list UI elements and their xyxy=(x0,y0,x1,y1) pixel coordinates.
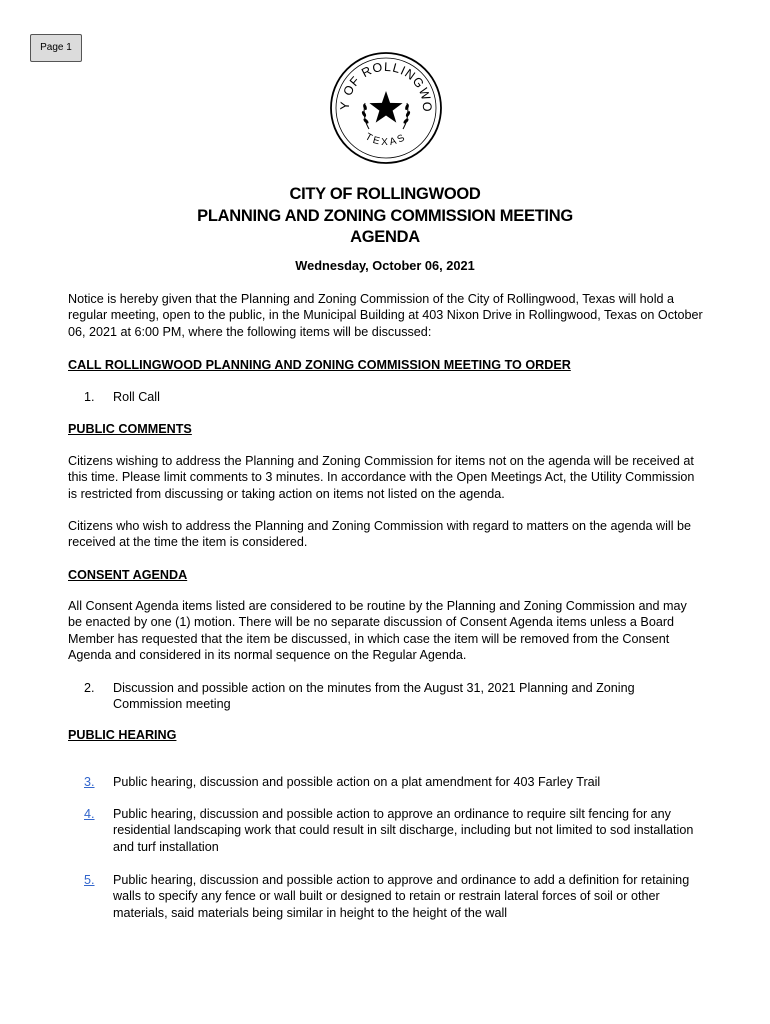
public-comments-paragraph-1: Citizens wishing to address the Planning and Zoning Commission for items not on the agenda will be received at this time. Please limit comments to 3 minutes. In accordance with the Open Meetings Act, the Utility Commission is restricted from discussing or taking action on items not listed on the agenda. xyxy=(68,454,695,501)
item-text: Roll Call xyxy=(113,390,160,404)
agenda-item-3 xyxy=(68,774,704,790)
item-text: Public hearing, discussion and possible action on a plat amendment for 403 Farley Trail xyxy=(113,775,601,789)
agenda-item-2 xyxy=(68,680,704,713)
item-number-link[interactable]: 3. xyxy=(84,775,95,789)
item-number: 1. xyxy=(84,390,95,404)
city-seal xyxy=(329,51,443,165)
star-wreath-seal-icon xyxy=(329,51,443,165)
agenda-item-4 xyxy=(68,806,704,855)
title-city: CITY OF ROLLINGWOOD xyxy=(289,185,481,203)
item-text: Public hearing, discussion and possible action to approve and ordinance to add a definition for retaining walls to specify any fence or wall built or designed to retain or restrain lateral forces of soil or other materials, said materials being similar in height to the height of the wall xyxy=(113,873,690,920)
item-text: Discussion and possible action on the minutes from the August 31, 2021 Planning and Zoning Commission meeting xyxy=(113,681,635,712)
public-comments-paragraph-2: Citizens who wish to address the Planning and Zoning Commission with regard to matters on the agenda will be received at the time the item is considered. xyxy=(68,519,692,550)
consent-agenda-paragraph: All Consent Agenda items listed are considered to be routine by the Planning and Zoning Commission and may be enacted by one (1) motion. There will be no separate discussion of Consent Agenda items unless a Board Member has requested that the item be discussed, in which case the item will be removed from the Consent Agenda and considered in its normal sequence on the Regular Agenda. xyxy=(68,599,687,662)
meeting-date: Wednesday, October 06, 2021 xyxy=(295,258,475,273)
agenda-item-1 xyxy=(68,389,704,405)
document-title xyxy=(0,184,770,249)
item-number-link[interactable]: 5. xyxy=(84,873,95,887)
item-number: 2. xyxy=(84,681,95,695)
svg-text:TEXAS: TEXAS xyxy=(363,131,409,149)
item-number-link[interactable]: 4. xyxy=(84,807,95,821)
item-text: Public hearing, discussion and possible action to approve an ordinance to require silt fencing for any residential landscaping work that could result in silt discharge, including but not limited to sod installation and turf installation xyxy=(113,807,694,854)
heading-call-to-order: CALL ROLLINGWOOD PLANNING AND ZONING COMMISSION MEETING TO ORDER xyxy=(68,358,571,372)
heading-public-hearing: PUBLIC HEARING xyxy=(68,728,177,742)
heading-public-comments: PUBLIC COMMENTS xyxy=(68,422,192,436)
svg-text:CITY OF ROLLINGWOOD: Y OF ROLLINGWO xyxy=(337,59,435,113)
title-commission: PLANNING AND ZONING COMMISSION MEETING xyxy=(197,206,573,225)
page-tab[interactable]: Page 1 xyxy=(30,34,82,62)
title-agenda: AGENDA xyxy=(350,228,420,246)
agenda-item-5 xyxy=(68,872,704,921)
notice-paragraph: Notice is hereby given that the Planning and Zoning Commission of the City of Rollingwood, Texas will hold a regular meeting, open to the public, in the Municipal Building at 403 Nixon Drive in Rollingwood, Texas on October 06, 2021 at 6:00 PM, where the following items will be discussed: xyxy=(68,292,703,339)
heading-consent-agenda: CONSENT AGENDA xyxy=(68,568,188,582)
